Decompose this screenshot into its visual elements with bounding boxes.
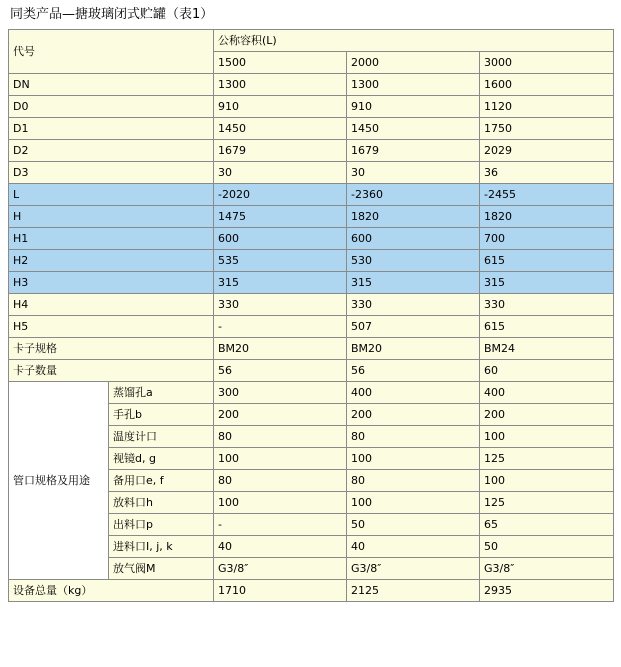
table-row — [9, 206, 614, 228]
row-value: 80 — [347, 426, 480, 448]
row-value: 80 — [214, 426, 347, 448]
row-value: -2455 — [480, 184, 614, 206]
row-label: 备用口e, f — [109, 470, 214, 492]
row-label: 手孔b — [109, 404, 214, 426]
table-row — [9, 118, 614, 140]
row-value: 1475 — [214, 206, 347, 228]
specification-table — [8, 29, 614, 602]
row-value: BM20 — [214, 338, 347, 360]
row-value: 56 — [214, 360, 347, 382]
row-value: 125 — [480, 492, 614, 514]
row-label: 卡子规格 — [9, 338, 214, 360]
row-value: 535 — [214, 250, 347, 272]
row-value: 615 — [480, 316, 614, 338]
row-value: 530 — [347, 250, 480, 272]
row-value: 315 — [214, 272, 347, 294]
row-label: H3 — [9, 272, 214, 294]
row-label: 视镜d, g — [109, 448, 214, 470]
table-row — [9, 294, 614, 316]
row-value: 100 — [480, 470, 614, 492]
row-label: 放料口h — [109, 492, 214, 514]
row-value: 100 — [347, 448, 480, 470]
row-label: 卡子数量 — [9, 360, 214, 382]
total-value: 2935 — [480, 580, 614, 602]
row-value: G3/8″ — [480, 558, 614, 580]
table-row — [9, 272, 614, 294]
row-label: D0 — [9, 96, 214, 118]
header-capacity-label: 公称容积(L) — [214, 30, 614, 52]
table-row — [9, 162, 614, 184]
row-value: 1600 — [480, 74, 614, 96]
row-label: H1 — [9, 228, 214, 250]
table-row — [9, 250, 614, 272]
row-value: 330 — [480, 294, 614, 316]
table-row — [9, 382, 614, 404]
row-value: - — [214, 514, 347, 536]
row-value: 1750 — [480, 118, 614, 140]
row-value: 80 — [214, 470, 347, 492]
table-row — [9, 184, 614, 206]
row-value: 330 — [214, 294, 347, 316]
row-value: 600 — [214, 228, 347, 250]
row-label: 进料口I, j, k — [109, 536, 214, 558]
row-value: 200 — [480, 404, 614, 426]
row-value: 30 — [214, 162, 347, 184]
row-label: D2 — [9, 140, 214, 162]
row-value: BM20 — [347, 338, 480, 360]
row-value: - — [214, 316, 347, 338]
row-value: 100 — [347, 492, 480, 514]
table-row — [9, 316, 614, 338]
row-value: 2029 — [480, 140, 614, 162]
row-value: 400 — [480, 382, 614, 404]
row-value: 600 — [347, 228, 480, 250]
header-capacity-2000: 2000 — [347, 52, 480, 74]
row-label: H — [9, 206, 214, 228]
nozzle-group-label: 管口规格及用途 — [9, 382, 109, 580]
row-value: 80 — [347, 470, 480, 492]
table-row — [9, 338, 614, 360]
total-label: 设备总量（kg） — [9, 580, 214, 602]
row-value: 200 — [347, 404, 480, 426]
row-value: 50 — [347, 514, 480, 536]
row-value: 50 — [480, 536, 614, 558]
row-value: 1679 — [214, 140, 347, 162]
header-code-label: 代号 — [9, 30, 214, 74]
row-label: D1 — [9, 118, 214, 140]
row-value: 507 — [347, 316, 480, 338]
row-label: H5 — [9, 316, 214, 338]
row-value: 1679 — [347, 140, 480, 162]
row-label: 温度计口 — [109, 426, 214, 448]
row-value: 700 — [480, 228, 614, 250]
table-row-total — [9, 580, 614, 602]
row-value: 36 — [480, 162, 614, 184]
row-label: 出料口p — [109, 514, 214, 536]
total-value: 2125 — [347, 580, 480, 602]
row-value: 60 — [480, 360, 614, 382]
row-value: 300 — [214, 382, 347, 404]
row-label: 放气阀M — [109, 558, 214, 580]
header-capacity-3000: 3000 — [480, 52, 614, 74]
row-value: 1820 — [347, 206, 480, 228]
row-value: 65 — [480, 514, 614, 536]
row-value: 1120 — [480, 96, 614, 118]
row-value: -2360 — [347, 184, 480, 206]
table-row-header-code — [9, 30, 614, 52]
row-label: DN — [9, 74, 214, 96]
row-value: 315 — [347, 272, 480, 294]
row-label: D3 — [9, 162, 214, 184]
row-value: 1300 — [347, 74, 480, 96]
row-value: 200 — [214, 404, 347, 426]
row-label: H4 — [9, 294, 214, 316]
row-value: 615 — [480, 250, 614, 272]
row-value: 315 — [480, 272, 614, 294]
row-value: 1450 — [214, 118, 347, 140]
row-label: 蒸馏孔a — [109, 382, 214, 404]
row-value: G3/8″ — [214, 558, 347, 580]
row-value: 100 — [214, 492, 347, 514]
row-value: 1300 — [214, 74, 347, 96]
table-row — [9, 74, 614, 96]
row-value: G3/8″ — [347, 558, 480, 580]
row-value: 910 — [214, 96, 347, 118]
header-capacity-1500: 1500 — [214, 52, 347, 74]
row-value: 400 — [347, 382, 480, 404]
row-value: 40 — [214, 536, 347, 558]
total-value: 1710 — [214, 580, 347, 602]
row-value: 40 — [347, 536, 480, 558]
table-row — [9, 140, 614, 162]
row-value: 1450 — [347, 118, 480, 140]
row-value: 30 — [347, 162, 480, 184]
table-row — [9, 360, 614, 382]
page-title: 同类产品—搪玻璃闭式贮罐（表1） — [10, 7, 214, 22]
row-value: 125 — [480, 448, 614, 470]
row-value: 56 — [347, 360, 480, 382]
row-value: -2020 — [214, 184, 347, 206]
row-value: 1820 — [480, 206, 614, 228]
row-value: 100 — [480, 426, 614, 448]
table-row — [9, 96, 614, 118]
row-label: L — [9, 184, 214, 206]
table-row — [9, 228, 614, 250]
row-value: 100 — [214, 448, 347, 470]
row-value: BM24 — [480, 338, 614, 360]
row-value: 910 — [347, 96, 480, 118]
row-value: 330 — [347, 294, 480, 316]
row-label: H2 — [9, 250, 214, 272]
